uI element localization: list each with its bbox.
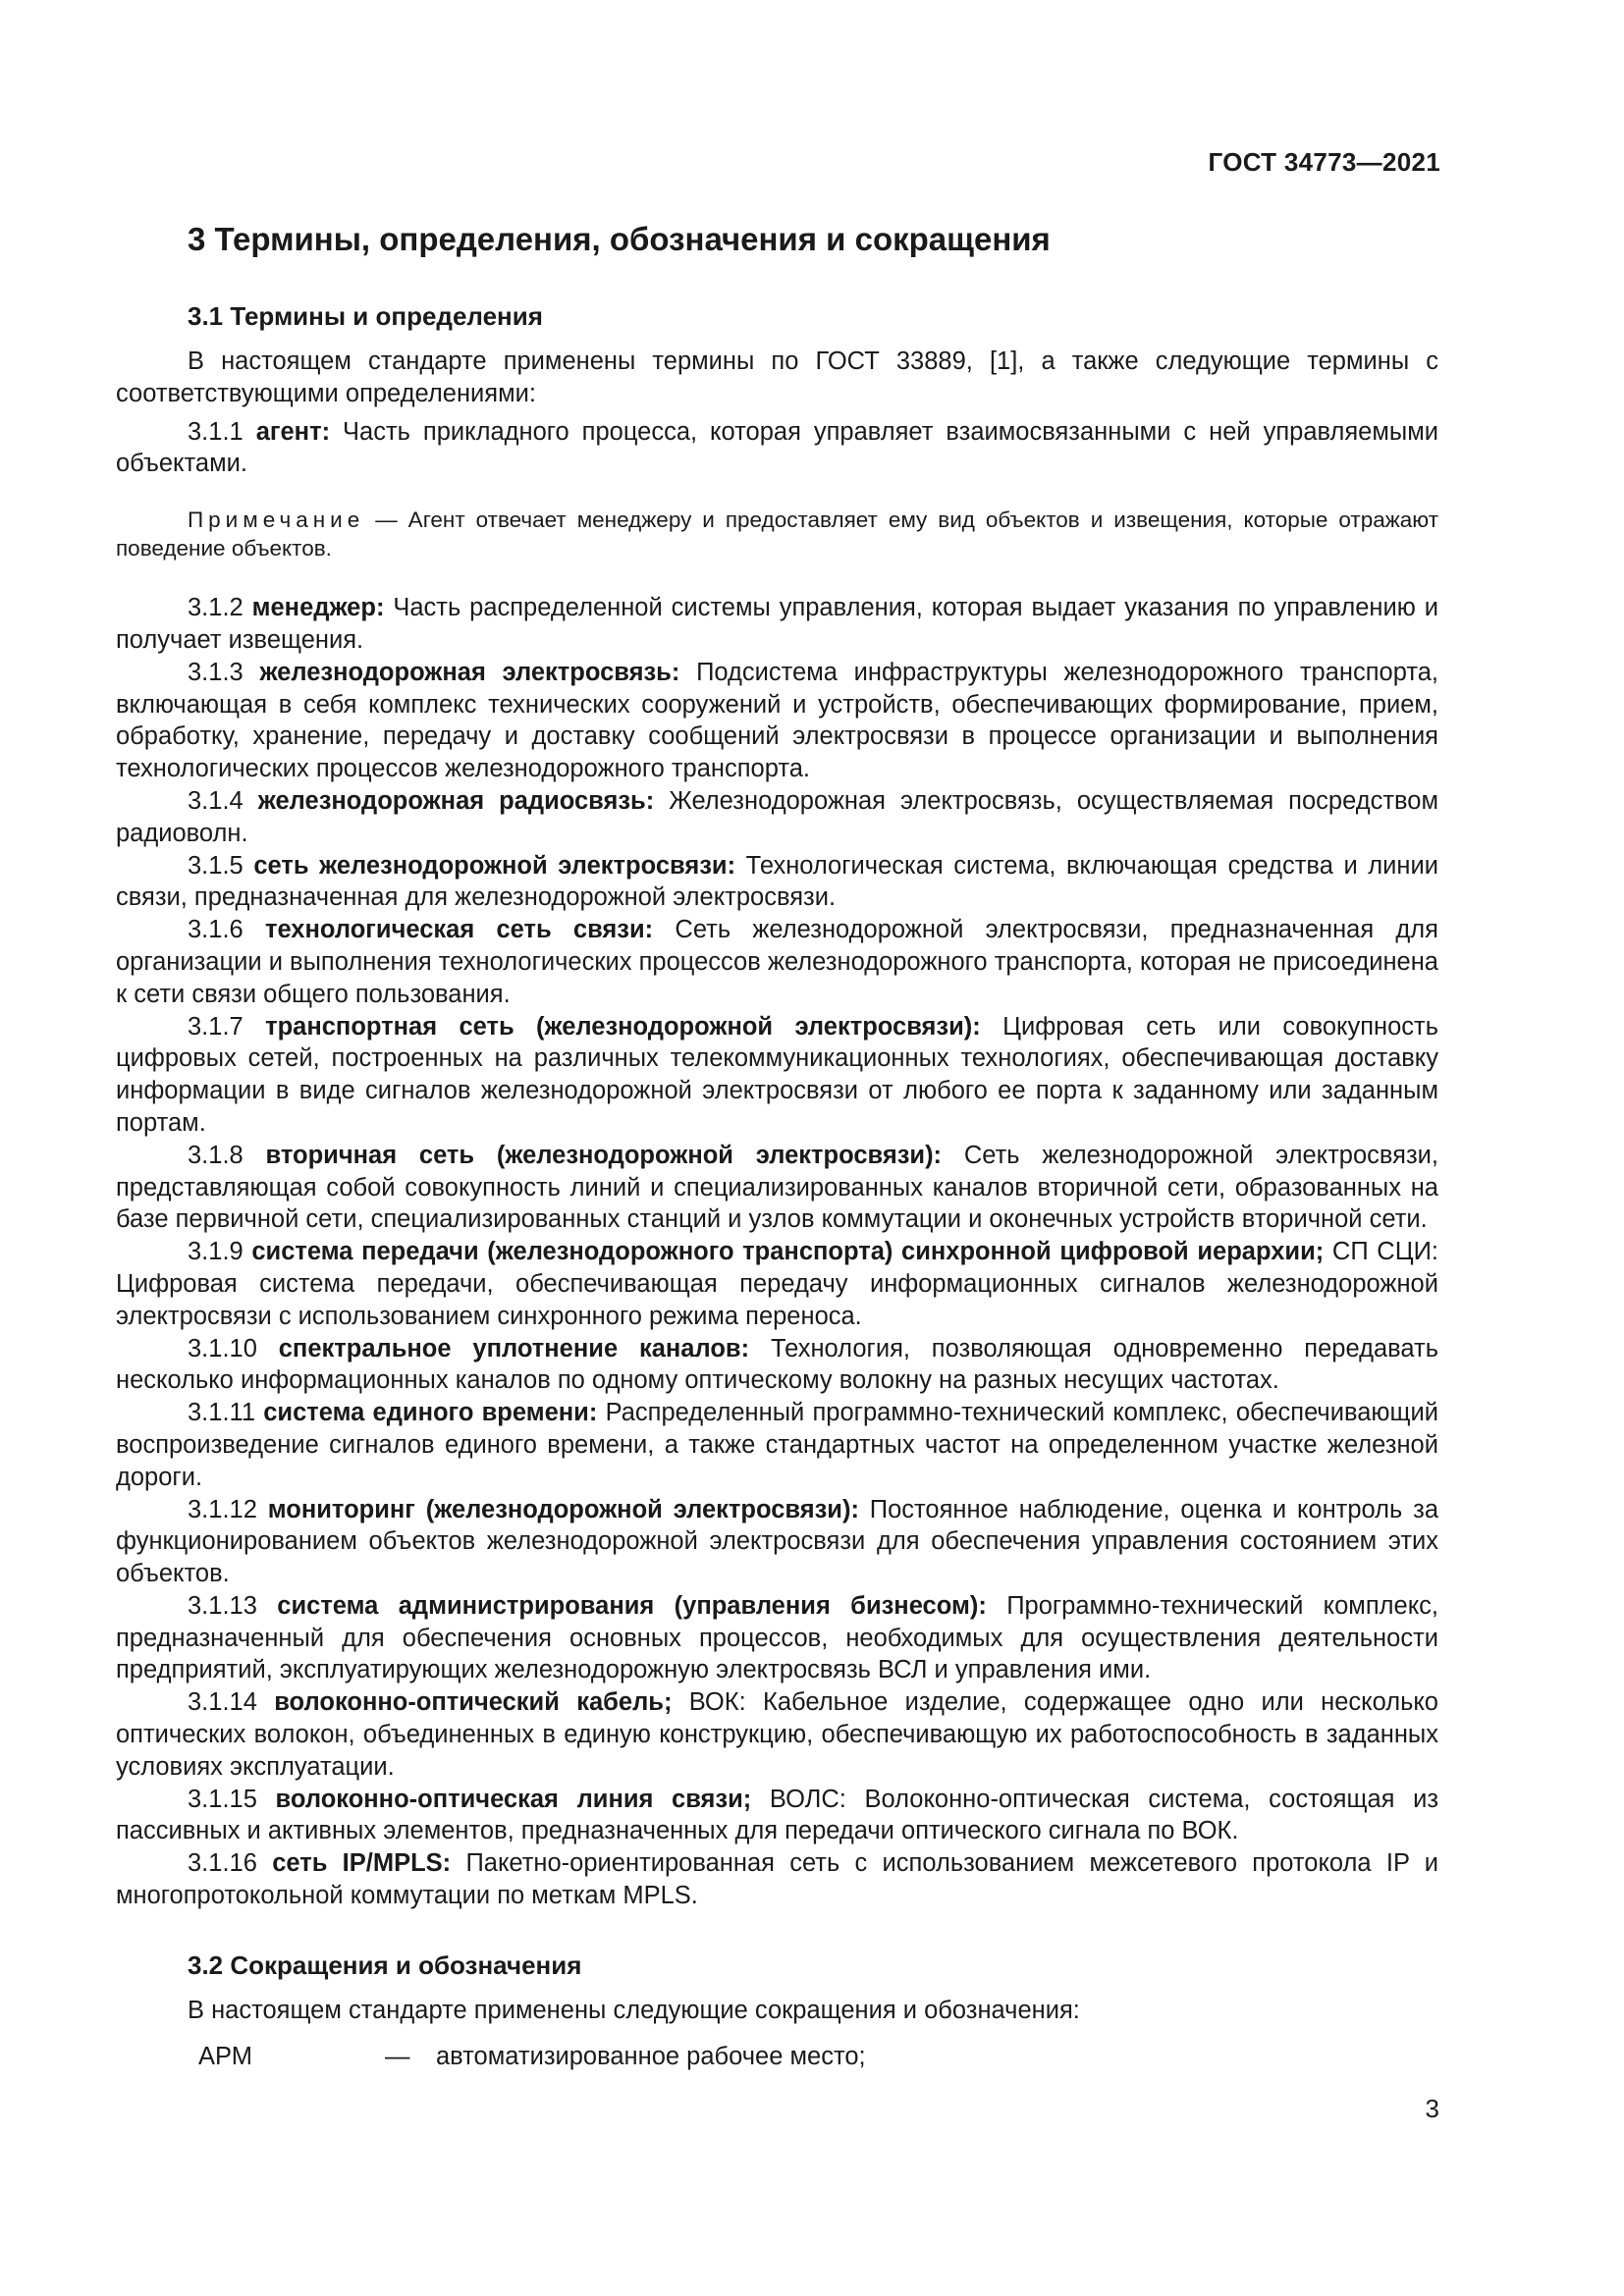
term-name: железнодорожная радиосвязь: [257, 786, 655, 815]
term-name: сеть железнодорожной электросвязи: [253, 851, 736, 880]
term-definition: Цифровая сеть или совокупность цифровых сетей, построенных на различных телекоммуникационных технологиях, обеспечивающая доставку информации в виде сигналов железнодорожной электросвязи от любого ее порта к заданному или заданным портам. [116, 1012, 1439, 1137]
term-entry [116, 1140, 1438, 1236]
term-name: железнодорожная электросвязь: [259, 658, 680, 686]
term-entry [116, 1333, 1438, 1398]
term-entry [116, 1397, 1438, 1493]
terms-intro: В настоящем стандарте применены термины по ГОСТ 33889, [1], а также следующие термины с соответствующими определениями: [116, 347, 1438, 407]
term-definition: Часть прикладного процесса, которая управляет взаимосвязанными с ней управляемыми объектами. [116, 417, 1438, 478]
term-number: 3.1.14 [188, 1688, 257, 1717]
term-definition: Сеть железнодорожной электросвязи, предназначенная для организации и выполнения технологических процессов железнодорожного транспорта, которая не присоединена к сети связи общего пользования. [116, 916, 1438, 1008]
term-name: сеть IP/MPLS: [272, 1849, 452, 1878]
term-entry [116, 592, 1438, 657]
note [116, 506, 1438, 562]
term-number: 3.1.6 [188, 916, 244, 944]
term-entry [116, 1494, 1438, 1590]
term-name: технологическая сеть связи: [264, 916, 654, 944]
abbreviation-dash: — [385, 2042, 410, 2070]
term-number: 3.1.10 [188, 1334, 257, 1362]
term-number: 3.1.9 [188, 1238, 244, 1266]
section-title: 3 Термины, определения, обозначения и сокращения [188, 221, 1051, 257]
term-entry [116, 1011, 1438, 1140]
page-content [116, 218, 1438, 2072]
term-number: 3.1.16 [188, 1849, 257, 1878]
term-number: 3.1.13 [188, 1591, 257, 1620]
term-definition: ВОЛС: Волоконно-оптическая система, состоящая из пассивных и активных элементов, предназначенных для передачи оптического сигнала по ВОК. [116, 1785, 1439, 1845]
term-name: менеджер: [251, 594, 385, 622]
term-definition: Программно-технический комплекс, предназначенный для обеспечения основных процессов, необходимых для осуществления деятельности предприятий, эксплуатирующих железнодорожную электросвязь ВСЛ и управления ими. [116, 1591, 1438, 1684]
abbreviation-key: АРМ [198, 2042, 252, 2070]
term-entry [116, 1686, 1438, 1783]
abbreviation-row [198, 2041, 1438, 2073]
subsection-title-terms: 3.1 Термины и определения [188, 301, 543, 331]
document-code: ГОСТ 34773—2021 [1208, 147, 1440, 177]
term-definition: СП СЦИ: Цифровая система передачи, обеспечивающая передачу информационных сигналов железнодорожной электросвязи с использованием синхронного режима переноса. [116, 1238, 1438, 1330]
term-entry [116, 850, 1438, 915]
term-name: волоконно-оптический кабель; [274, 1688, 673, 1717]
term-name: система передачи (железнодорожного транспорта) синхронной цифровой иерархии; [251, 1238, 1325, 1266]
term-number: 3.1.7 [188, 1012, 244, 1041]
page-number: 3 [1425, 2094, 1439, 2123]
term-definition: Распределенный программно-технический комплекс, обеспечивающий воспроизведение сигналов единого времени, а также стандартных частот на определенном участке железной дороги. [116, 1399, 1438, 1491]
term-name: транспортная сеть (железнодорожной электросвязи): [265, 1012, 981, 1041]
term-number: 3.1.5 [188, 851, 244, 880]
term-name: мониторинг (железнодорожной электросвязи): [267, 1495, 859, 1523]
term-definition: Часть распределенной системы управления, которая выдает указания по управлению и получает извещения. [116, 594, 1438, 654]
term-definition: Железнодорожная электросвязь, осуществляемая посредством радиоволн. [116, 786, 1438, 847]
term-name: система единого времени: [263, 1399, 598, 1427]
term-definition: Сеть железнодорожной электросвязи, представляющая собой совокупность линий и специализированных каналов вторичной сети, образованных на базе первичной сети, специализированных станций и узлов коммутации и оконечных устройств вторичной сети. [116, 1141, 1438, 1234]
term-number: 3.1.3 [188, 658, 244, 686]
term-name: волоконно-оптическая линия связи; [275, 1785, 752, 1813]
term-number: 3.1.15 [188, 1785, 257, 1813]
term-entry [116, 1236, 1438, 1332]
term-entry [116, 657, 1438, 785]
term-entry [116, 1784, 1438, 1848]
term-entry [116, 785, 1438, 850]
term-definition: Технологическая система, включающая средства и линии связи, предназначенная для железнодорожной электросвязи. [116, 851, 1438, 912]
term-entry [116, 1590, 1438, 1686]
term-entry [116, 914, 1438, 1010]
term-number: 3.1.8 [188, 1141, 244, 1169]
note-text: — Агент отвечает менеджеру и предоставляет ему вид объектов и извещения, которые отражают поведение объектов. [116, 507, 1438, 561]
term-number: 3.1.4 [188, 786, 244, 815]
term-name: вторичная сеть (железнодорожной электросвязи): [265, 1141, 943, 1169]
abbreviation-text: автоматизированное рабочее место; [436, 2042, 866, 2070]
term-number: 3.1.2 [188, 594, 244, 622]
term-definition: Технология, позволяющая одновременно передавать несколько информационных каналов по одному оптическому волокну на разных несущих частотах. [116, 1334, 1438, 1395]
term-number: 3.1.11 [188, 1399, 256, 1427]
term-name: агент: [255, 417, 331, 446]
term-entry [116, 1847, 1438, 1912]
term-number: 3.1.1 [188, 417, 244, 446]
abbreviations-intro: В настоящем стандарте применены следующие сокращения и обозначения: [188, 1996, 1080, 2024]
term-name: спектральное уплотнение каналов: [278, 1334, 750, 1362]
term-entry [116, 416, 1438, 481]
term-definition: Постоянное наблюдение, оценка и контроль за функционированием объектов железнодорожной электросвязи для обеспечения управления состоянием этих объектов. [116, 1495, 1438, 1588]
subsection-title-abbreviations: 3.2 Сокращения и обозначения [188, 1949, 582, 1980]
note-label: Примечание [188, 507, 365, 533]
term-definition: Подсистема инфраструктуры железнодорожного транспорта, включающая в себя комплекс технических сооружений и устройств, обеспечивающих формирование, прием, обработку, хранение, передачу и доставку сообщений электросвязи в процессе организации и выполнения технологических процессов железнодорожного транспорта. [116, 658, 1438, 783]
term-definition: Пакетно-ориентированная сеть с использованием межсетевого протокола IP и многопротокольной коммутации по меткам MPLS. [116, 1849, 1439, 1910]
term-definition: ВОК: Кабельное изделие, содержащее одно или несколько оптических волокон, объединенных в единую конструкцию, обеспечивающую их работоспособность в заданных условиях эксплуатации. [116, 1688, 1438, 1781]
term-name: система администрирования (управления бизнесом): [277, 1591, 987, 1620]
term-number: 3.1.12 [188, 1495, 257, 1523]
